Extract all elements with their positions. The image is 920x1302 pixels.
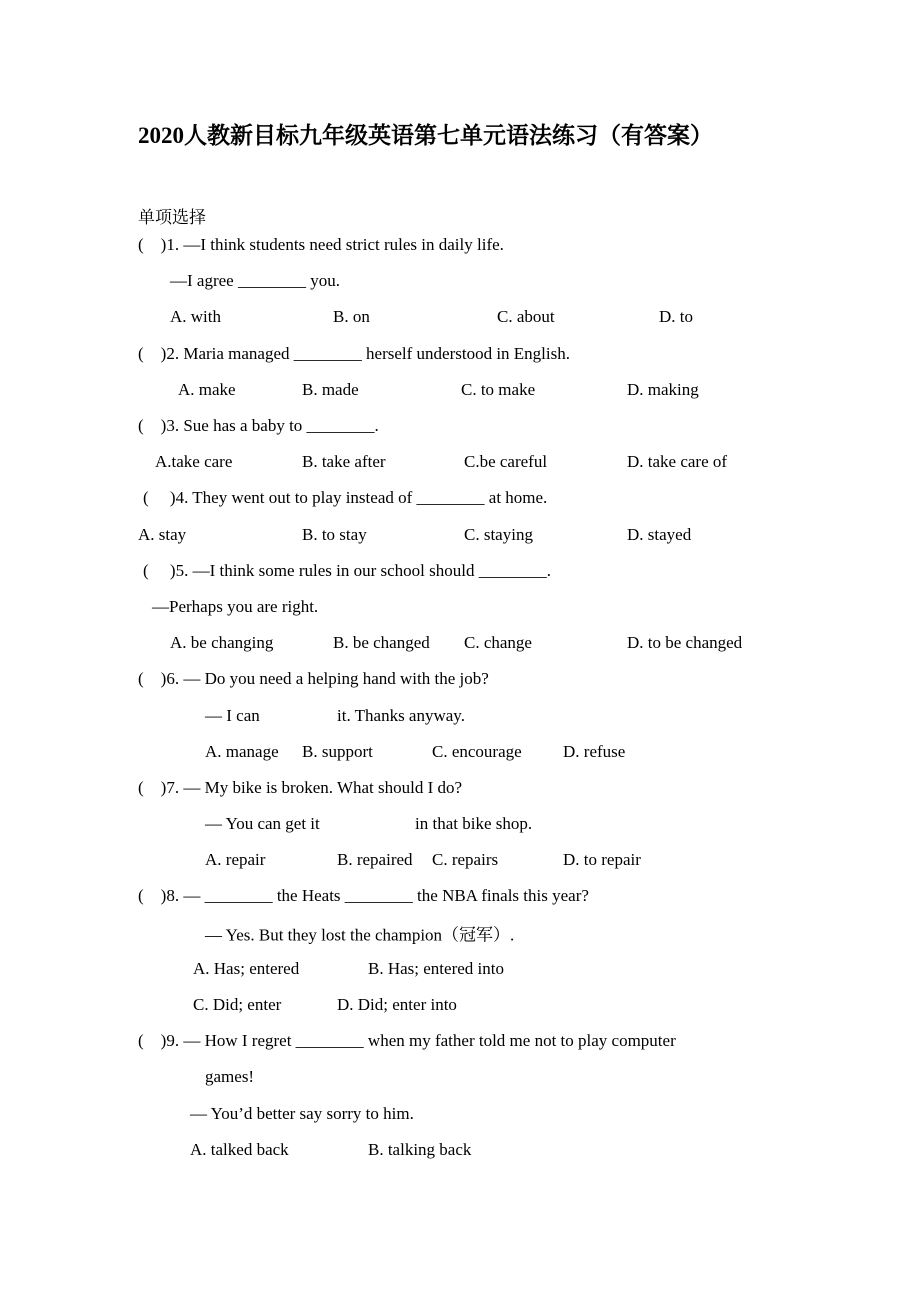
question-8-line-1 xyxy=(0,878,920,914)
question-8-options-row-1 xyxy=(0,951,920,987)
document-body xyxy=(0,227,920,1168)
question-3-options xyxy=(0,444,920,480)
question-4-line-1 xyxy=(0,480,920,516)
question-5-line-1 xyxy=(0,553,920,589)
question-text: ( )3. Sue has a baby to ________. xyxy=(138,416,379,436)
option-a: A. Has; entered xyxy=(193,958,300,978)
option-b: B. talking back xyxy=(368,1139,472,1159)
question-8-line-2 xyxy=(0,915,920,951)
question-text: —I agree ________ you. xyxy=(170,271,340,291)
question-9-line-3 xyxy=(0,1096,920,1132)
question-2-options xyxy=(0,372,920,408)
question-text: ( )2. Maria managed ________ herself understood in English. xyxy=(138,343,570,363)
option-d: D. take care of xyxy=(627,452,728,472)
document-title: 2020人教新目标九年级英语第七单元语法练习（有答案） xyxy=(138,123,713,148)
option-d: D. Did; enter into xyxy=(337,995,457,1015)
option-d: D. to xyxy=(659,307,693,327)
question-text: ( )5. —I think some rules in our school should ________. xyxy=(143,560,551,580)
option-a: A. make xyxy=(178,379,236,399)
option-a: A. repair xyxy=(205,850,266,870)
option-c: C. repairs xyxy=(432,850,499,870)
question-7-line-1 xyxy=(0,770,920,806)
question-text: —Perhaps you are right. xyxy=(152,596,319,616)
option-a: A. talked back xyxy=(190,1139,289,1159)
question-text: ( )9. — How I regret ________ when my father told me not to play computer xyxy=(138,1031,676,1051)
option-a: A. be changing xyxy=(170,633,274,653)
option-c: C. to make xyxy=(461,379,536,399)
section-heading: 单项选择 xyxy=(138,208,206,227)
option-a: A. manage xyxy=(205,741,279,761)
question-1-line-2 xyxy=(0,263,920,299)
answer-text-part-1: — You can get it xyxy=(205,814,320,834)
question-1-line-1 xyxy=(0,227,920,263)
question-5-line-2 xyxy=(0,589,920,625)
option-b: B. support xyxy=(302,741,373,761)
answer-text-part-2: it. Thanks anyway. xyxy=(337,705,465,725)
question-6-options xyxy=(0,734,920,770)
option-b: B. made xyxy=(302,379,359,399)
question-9-line-2 xyxy=(0,1059,920,1095)
option-b: B. on xyxy=(333,307,370,327)
question-4-options xyxy=(0,517,920,553)
option-d: D. to be changed xyxy=(627,633,743,653)
option-b: B. repaired xyxy=(337,850,413,870)
option-a: A. with xyxy=(170,307,221,327)
question-text: ( )8. — ________ the Heats ________ the NBA finals this year? xyxy=(138,886,589,906)
option-d: D. making xyxy=(627,379,699,399)
question-text: — You’d better say sorry to him. xyxy=(190,1103,414,1123)
option-c: C.be careful xyxy=(464,452,548,472)
option-c: C. Did; enter xyxy=(193,995,282,1015)
option-c: C. about xyxy=(497,307,555,327)
question-text: — Yes. But they lost the champion（冠军）. xyxy=(205,925,515,945)
option-a: A. stay xyxy=(138,524,187,544)
question-6-line-1 xyxy=(0,661,920,697)
option-c: C. encourage xyxy=(432,741,522,761)
question-text: games! xyxy=(205,1067,255,1087)
question-9-options xyxy=(0,1132,920,1168)
question-8-options-row-2 xyxy=(0,987,920,1023)
option-b: B. to stay xyxy=(302,524,367,544)
option-b: B. take after xyxy=(302,452,386,472)
option-d: D. refuse xyxy=(563,741,626,761)
option-d: D. stayed xyxy=(627,524,692,544)
option-a: A.take care xyxy=(155,452,233,472)
question-text: ( )6. — Do you need a helping hand with the job? xyxy=(138,669,489,689)
question-text: ( )4. They went out to play instead of ________ at home. xyxy=(143,488,548,508)
question-7-options xyxy=(0,842,920,878)
option-c: C. change xyxy=(464,633,532,653)
question-9-line-1 xyxy=(0,1023,920,1059)
question-7-line-2 xyxy=(0,806,920,842)
option-c: C. staying xyxy=(464,524,533,544)
question-text: ( )1. —I think students need strict rules in daily life. xyxy=(138,235,504,255)
question-text: ( )7. — My bike is broken. What should I do? xyxy=(138,777,463,797)
question-2-line-1 xyxy=(0,336,920,372)
option-b: B. Has; entered into xyxy=(368,958,504,978)
option-b: B. be changed xyxy=(333,633,430,653)
option-d: D. to repair xyxy=(563,850,641,870)
question-5-options xyxy=(0,625,920,661)
question-3-line-1 xyxy=(0,408,920,444)
question-1-options xyxy=(0,299,920,335)
question-6-line-2 xyxy=(0,697,920,733)
answer-text-part-1: — I can xyxy=(205,705,260,725)
answer-text-part-2: in that bike shop. xyxy=(415,814,533,834)
